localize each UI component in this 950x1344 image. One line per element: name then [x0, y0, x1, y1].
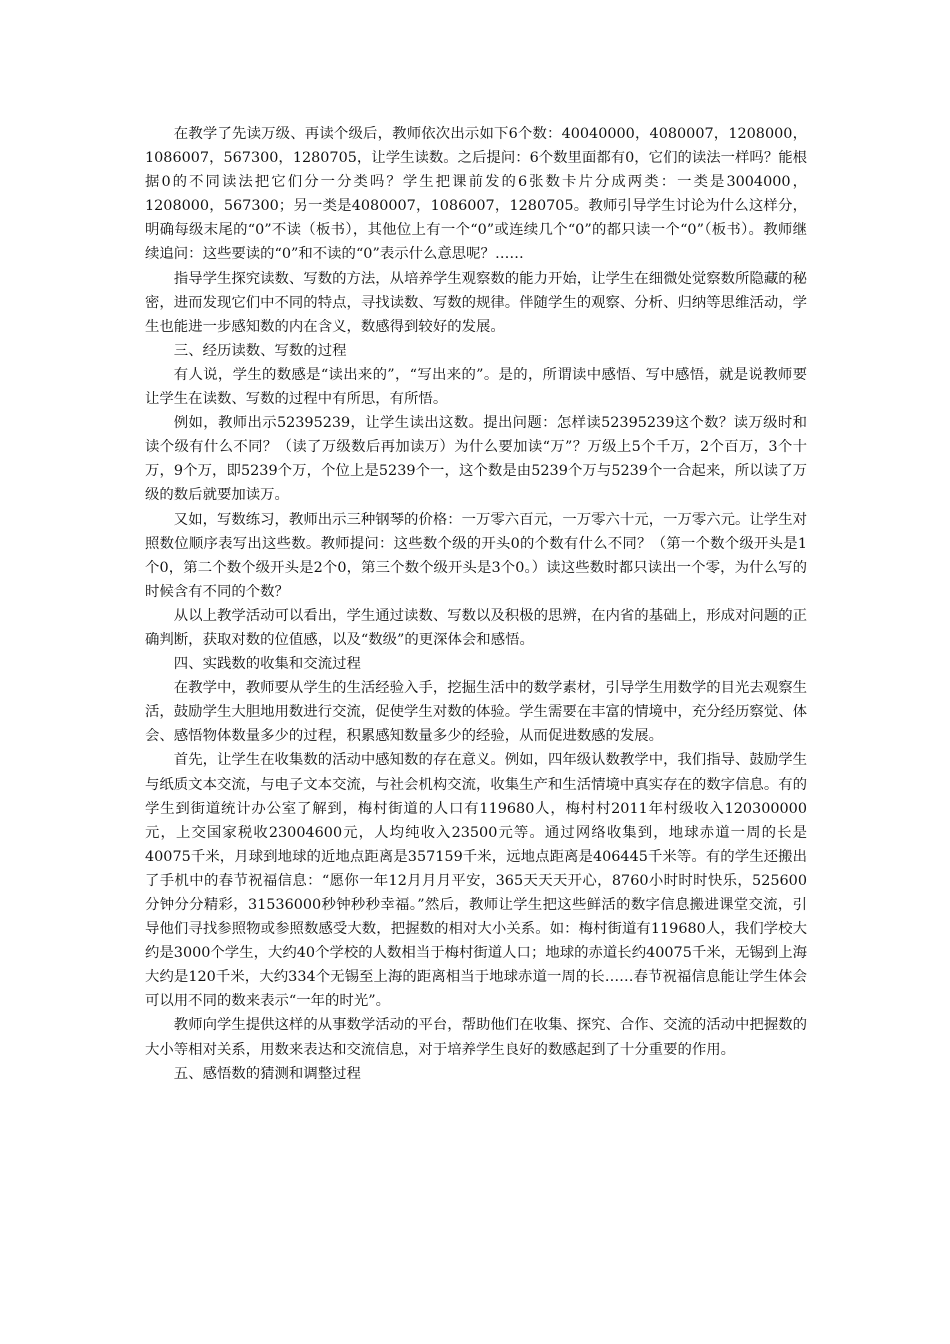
paragraph-example-52395239: 例如，教师出示52395239，让学生读出这数。提出问题：怎样读52395239这个数？读万级时和读个级有什么不同？（读了万级数后再加读万）为什么要加读“万”？万级上5个千万，2个百万，3个十万，9个万，即5239个万，个位上是5239个一，这个数是由5239个万与5239个一合起来，所以读了万级的数后就要加读万。 — [145, 415, 807, 504]
paragraph-guiding-methods: 指导学生探究读数、写数的方法，从培养学生观察数的能力开始，让学生在细微处觉察数所隐藏的秘密，进而发现它们中不同的特点，寻找读数、写数的规律。伴随学生的观察、分析、归纳等思维活动，学生也能进一步感知数的内在含义，数感得到较好的发展。 — [145, 270, 807, 335]
section-heading-5: 五、感悟数的猜测和调整过程 — [173, 1065, 361, 1082]
section-heading-4: 四、实践数的收集和交流过程 — [173, 656, 361, 673]
paragraph-reading-zeros: 在教学了先读万级、再读个级后，教师依次出示如下6个数：40040000，4080007，1208000，1086007，567300，1280705，让学生读数。之后提问：6个数里面都有0，它们的读法一样吗？能根据0的不同读法把它们分一分类吗？学生把课前发的6张数卡片分成两类：一类是3004000，1208000，567300；另一类是4080007，1086007，1280705。教师引导学生讨论为什么这样分，明确每级末尾的“0”不读（板书），其他位上有一个“0”或连续几个“0”的都只读一个“0”（板书）。教师继续追问：这些要读的“0”和不读的“0”表示什么意思呢？…… — [145, 126, 807, 263]
paragraph-piano-prices: 又如，写数练习，教师出示三种钢琴的价格：一万零六百元，一万零六十元，一万零六元。让学生对照数位顺序表写出这些数。教师提问：这些数个级的开头0的个数有什么不同？（第一个数个级开头是1个0，第二个数个级开头是2个0，第三个数个级开头是3个0。）读这些数时都只读出一个零，为什么写的时候含有不同的个数？ — [145, 511, 807, 600]
paragraph-life-experience: 在教学中，教师要从学生的生活经验入手，挖掘生活中的数学素材，引导学生用数学的目光去观察生活，鼓励学生大胆地用数进行交流，促使学生对数的体验。学生需要在丰富的情境中，充分经历察觉、体会、感悟物体数量多少的过程，积累感知数量多少的经验，从而促进数感的发展。 — [145, 680, 807, 745]
paragraph-platform: 教师向学生提供这样的从事数学活动的平台，帮助他们在收集、探究、合作、交流的活动中把握数的大小等相对关系，用数来表达和交流信息，对于培养学生良好的数感起到了十分重要的作用。 — [145, 1017, 807, 1058]
document-body — [145, 122, 807, 1086]
paragraph-number-sense-reading: 有人说，学生的数感是“读出来的”，“写出来的”。是的，所谓读中感悟、写中感悟，就是说教师要让学生在读数、写数的过程中有所思，有所悟。 — [145, 366, 807, 408]
paragraph-collecting-numbers: 首先，让学生在收集数的活动中感知数的存在意义。例如，四年级认数教学中，我们指导、鼓励学生与纸质文本交流，与电子文本交流，与社会机构交流，收集生产和生活情境中真实存在的数字信息。有的学生到街道统计办公室了解到，梅村街道的人口有119680人，梅村村2011年村级收入120300000元，上交国家税收23004600元，人均纯收入23500元等。通过网络收集到，地球赤道一周的长是40075千米，月球到地球的近地点距离是357159千米，远地点距离是406445千米等。有的学生还搬出了手机中的春节祝福信息：“愿你一年12月月月平安，365天天天开心，8760小时时时快乐，525600分钟分分精彩，31536000秒钟秒秒幸福。”然后，教师让学生把这些鲜活的数字信息搬进课堂交流，引导他们寻找参照物或参照数感受大数，把握数的相对大小关系。如：梅村街道有119680人，我们学校大约是3000个学生，大约40个学校的人数相当于梅村街道人口；地球的赤道长约40075千米，无锡到上海大约是120千米，大约334个无锡至上海的距离相当于地球赤道一周的长……春节祝福信息能让学生体会可以用不同的数来表示“一年的时光”。 — [145, 752, 807, 1010]
paragraph-summary-reading-writing: 从以上教学活动可以看出，学生通过读数、写数以及积极的思辨，在内省的基础上，形成对问题的正确判断，获取对数的位值感，以及“数级”的更深体会和感悟。 — [145, 607, 807, 648]
section-heading-3: 三、经历读数、写数的过程 — [173, 342, 347, 359]
